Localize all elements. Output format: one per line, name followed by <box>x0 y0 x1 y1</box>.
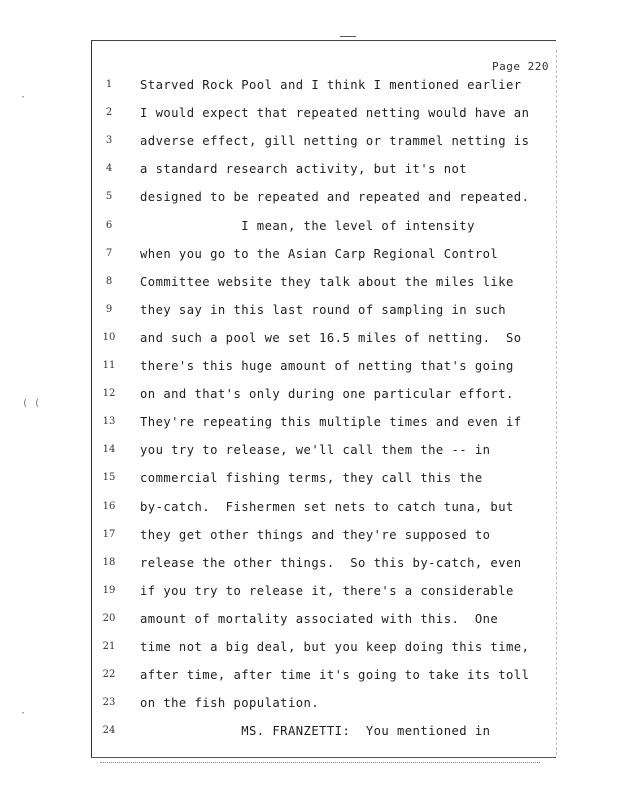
line-text: you try to release, we'll call them the -- in <box>140 443 491 458</box>
transcript-line <box>0 556 618 576</box>
transcript-line <box>0 696 618 716</box>
line-number: 8 <box>105 275 113 287</box>
transcript-line <box>0 106 618 126</box>
left-margin-mark: · <box>20 92 27 103</box>
bottom-scan-noise <box>100 762 540 765</box>
line-text: Committee website they talk about the miles like <box>140 274 514 289</box>
line-number: 18 <box>102 556 116 568</box>
line-number: 24 <box>102 725 116 737</box>
top-scan-mark <box>340 36 356 37</box>
line-number: 17 <box>102 528 116 540</box>
transcript-line <box>0 134 618 154</box>
transcript-line <box>0 219 618 239</box>
line-number: 1 <box>105 79 113 90</box>
transcript-line <box>0 724 618 744</box>
line-text: on and that's only during one particular effort. <box>140 387 514 402</box>
line-number: 3 <box>105 135 113 147</box>
transcript-line <box>0 500 618 520</box>
line-number: 2 <box>105 107 113 119</box>
line-text: I would expect that repeated netting would have an <box>140 106 530 121</box>
transcript-line <box>0 528 618 548</box>
transcript-line <box>0 387 618 407</box>
line-number: 11 <box>102 360 116 371</box>
line-number: 14 <box>102 444 116 456</box>
transcript-line <box>0 668 618 688</box>
line-number: 6 <box>105 219 113 231</box>
line-number: 20 <box>102 612 116 624</box>
line-number: 10 <box>102 331 116 343</box>
transcript-line <box>0 612 618 632</box>
line-text: after time, after time it's going to take its toll <box>140 668 530 683</box>
line-text: MS. FRANZETTI: You mentioned in <box>140 724 491 739</box>
transcript-line <box>0 162 618 182</box>
transcript-line <box>0 415 618 435</box>
line-text: designed to be repeated and repeated and repeated. <box>140 190 530 205</box>
line-number: 22 <box>102 669 116 681</box>
line-text: on the fish population. <box>140 696 320 711</box>
line-text: time not a big deal, but you keep doing this time, <box>140 640 530 654</box>
transcript-line <box>0 275 618 295</box>
line-text: by-catch. Fishermen set nets to catch tuna, but <box>140 499 514 514</box>
line-text: amount of mortality associated with this. One <box>140 611 499 626</box>
line-number: 13 <box>102 416 116 428</box>
transcript-line <box>0 471 618 491</box>
transcript-line <box>0 584 618 604</box>
left-margin-bracket: ( ( <box>22 398 41 409</box>
line-number: 5 <box>105 191 113 203</box>
line-text: adverse effect, gill netting or trammel netting is <box>140 134 530 149</box>
transcript-line <box>0 640 618 660</box>
line-text: there's this huge amount of netting that's going <box>140 359 514 373</box>
line-text: I mean, the level of intensity <box>140 218 475 233</box>
line-text: and such a pool we set 16.5 miles of netting. So <box>140 330 522 345</box>
line-number: 9 <box>105 303 113 315</box>
line-number: 21 <box>102 641 116 652</box>
transcript-line <box>0 190 618 210</box>
line-text: when you go to the Asian Carp Regional Control <box>140 246 499 261</box>
line-number: 15 <box>102 472 116 484</box>
line-text: Starved Rock Pool and I think I mentioned earlier <box>140 78 522 92</box>
transcript-line <box>0 78 618 98</box>
line-number: 19 <box>102 584 116 596</box>
line-number: 23 <box>102 697 116 709</box>
line-number: 7 <box>105 247 113 259</box>
line-text: they get other things and they're supposed to <box>140 527 491 542</box>
line-number: 4 <box>105 163 113 175</box>
left-margin-mark-bottom: · <box>20 708 27 719</box>
transcript-line <box>0 443 618 463</box>
line-text: commercial fishing terms, they call this the <box>140 471 483 486</box>
line-number: 12 <box>102 388 116 400</box>
transcript-line <box>0 331 618 351</box>
line-text: They're repeating this multiple times and even if <box>140 415 522 430</box>
page-number: Page 220 <box>492 60 549 73</box>
line-number: 16 <box>102 500 116 512</box>
transcript-line <box>0 303 618 323</box>
transcript-line <box>0 359 618 379</box>
transcript-line <box>0 247 618 267</box>
line-text: release the other things. So this by-catch, even <box>140 555 522 570</box>
line-text: they say in this last round of sampling in such <box>140 302 507 317</box>
line-text: a standard research activity, but it's not <box>140 162 468 177</box>
line-text: if you try to release it, there's a considerable <box>140 583 514 598</box>
